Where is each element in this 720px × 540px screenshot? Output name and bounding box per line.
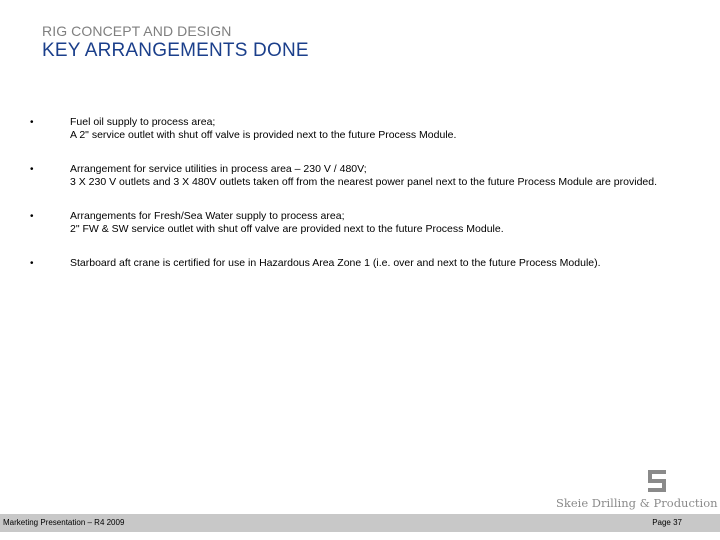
bullet-dot-icon: • [30,258,34,269]
footer-presentation-label: Marketing Presentation – R4 2009 [3,518,125,527]
company-name: Skeie Drilling & Production [556,496,718,510]
bullet-heading: Arrangement for service utilities in process area – 230 V / 480V; [70,163,367,175]
bullet-heading: Fuel oil supply to process area; [70,116,216,128]
slide-subtitle: RIG CONCEPT AND DESIGN [42,23,232,39]
footer-page-number: Page 37 [652,518,682,527]
footer-bar [0,514,720,532]
bullet-body: A 2" service outlet with shut off valve is provided next to the future Process Module. [70,129,457,141]
slide-title: KEY ARRANGEMENTS DONE [42,40,309,61]
bullet-body: 2" FW & SW service outlet with shut off valve are provided next to the future Process Module. [70,223,504,235]
skeie-logo-mark-icon [648,470,666,492]
bullet-dot-icon: • [30,117,34,128]
bullet-body: 3 X 230 V outlets and 3 X 480V outlets taken off from the nearest power panel next to the future Process Module are provided. [70,176,658,188]
bullet-item [30,116,690,142]
bullet-list [30,116,690,291]
bullet-item [30,257,690,270]
company-logo [556,470,716,514]
bullet-item [30,163,690,189]
bullet-dot-icon: • [30,164,34,175]
bullet-dot-icon: • [30,211,34,222]
bullet-heading: Starboard aft crane is certified for use in Hazardous Area Zone 1 (i.e. over and next to the future Process Module). [70,257,601,269]
bullet-item [30,210,690,236]
bullet-heading: Arrangements for Fresh/Sea Water supply to process area; [70,210,345,222]
